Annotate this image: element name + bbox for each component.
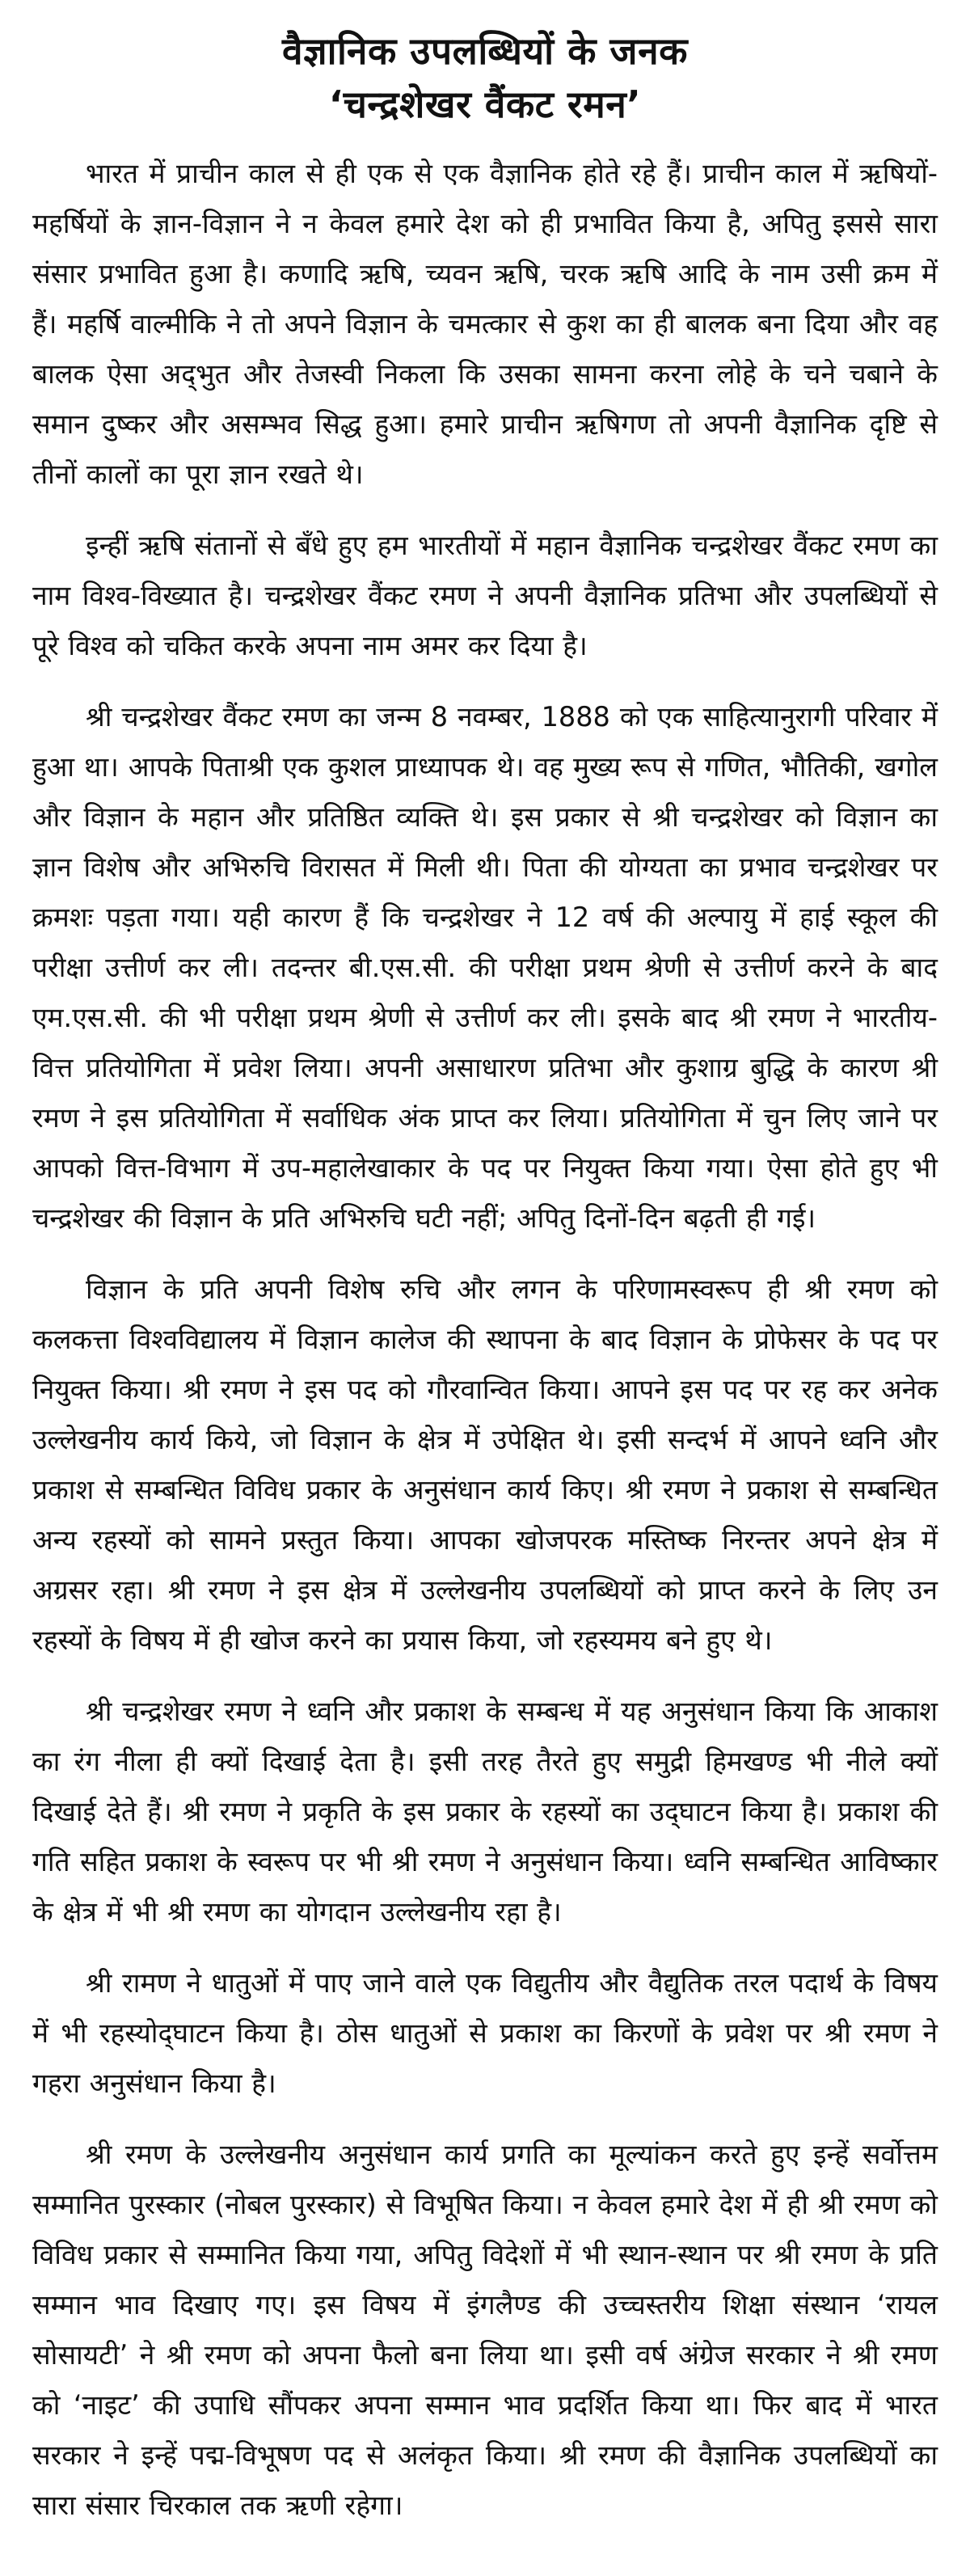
paragraph-4: विज्ञान के प्रति अपनी विशेष रुचि और लगन के परिणामस्वरूप ही श्री रमण को कलकत्ता विश्वविद्यालय में विज्ञान कालेज की स्थापना के बाद विज्ञान के प्रोफेसर के पद पर नियुक्त किया। श्री रमण ने इस पद को गौरवान्वित किया। आपने इस पद पर रह कर अनेक उल्लेखनीय कार्य किये, जो विज्ञान के क्षेत्र में उपेक्षित थे। इसी सन्दर्भ में आपने ध्वनि और प्रकाश से सम्बन्धित विविध प्रकार के अनुसंधान कार्य किए। श्री रमण ने प्रकाश से सम्बन्धित अन्य रहस्यों को सामने प्रस्तुत किया। आपका खोजपरक मस्तिष्क निरन्तर अपने क्षेत्र में अग्रसर रहा। श्री रमण ने इस क्षेत्र में उल्लेखनीय उपलब्धियों को प्राप्त करने के लिए उन रहस्यों के विषय में ही खोज करने का प्रयास किया, जो रहस्यमय बने हुए थे। <box>32 1273 938 1656</box>
paragraph-5: श्री चन्द्रशेखर रमण ने ध्वनि और प्रकाश के सम्बन्ध में यह अनुसंधान किया कि आकाश का रंग नीला ही क्यों दिखाई देता है। इसी तरह तैरते हुए समुद्री हिमखण्ड भी नीले क्यों दिखाई देते हैं। श्री रमण ने प्रकृति के इस प्रकार के रहस्यों का उद्‌घाटन किया है। प्रकाश की गति सहित प्रकाश के स्वरूप पर भी श्री रमण ने अनुसंधान किया। ध्वनि सम्बन्धित आविष्कार के क्षेत्र में भी श्री रमण का योगदान उल्लेखनीय रहा है। <box>32 1696 938 1928</box>
paragraph-1: भारत में प्राचीन काल से ही एक से एक वैज्ञानिक होते रहे हैं। प्राचीन काल में ऋषियों-महर्षियों के ज्ञान-विज्ञान ने न केवल हमारे देश को ही प्रभावित किया है, अपितु इससे सारा संसार प्रभावित हुआ है। कणादि ऋषि, च्यवन ऋषि, चरक ऋषि आदि के नाम उसी क्रम में हैं। महर्षि वाल्मीकि ने तो अपने विज्ञान के चमत्कार से कुश का ही बालक बना दिया और वह बालक ऐसा अद्‌भुत और तेजस्वी निकला कि उसका सामना करना लोहे के चने चबाने के समान दुष्कर और असम्भव सिद्ध हुआ। हमारे प्राचीन ऋषिगण तो अपनी वैज्ञानिक दृष्टि से तीनों कालों का पूरा ज्ञान रखते थे। <box>32 158 938 490</box>
essay-title <box>32 24 938 131</box>
paragraph-2: इन्हीं ऋषि संतानों से बँधे हुए हम भारतीयों में महान वैज्ञानिक चन्द्रशेखर वैंकट रमण का नाम विश्व-विख्यात है। चन्द्रशेखर वैंकट रमण ने अपनी वैज्ञानिक प्रतिभा और उपलब्धियों से पूरे विश्व को चकित करके अपना नाम अमर कर दिया है। <box>32 530 938 661</box>
paragraph-6: श्री रामण ने धातुओं में पाए जाने वाले एक विद्युतीय और वैद्युतिक तरल पदार्थ के विषय में भी रहस्योद्‌घाटन किया है। ठोस धातुओं से प्रकाश का किरणों के प्रवेश पर श्री रमण ने गहरा अनुसंधान किया है। <box>32 1967 938 2099</box>
title-line-1: वैज्ञानिक उपलब्धियों के जनक <box>282 29 688 73</box>
paragraph-3: श्री चन्द्रशेखर वैंकट रमण का जन्म 8 नवम्बर, 1888 को एक साहित्यानुरागी परिवार में हुआ था। आपके पिताश्री एक कुशल प्राध्यापक थे। वह मुख्य रूप से गणित, भौतिकी, खगोल और विज्ञान के महान और प्रतिष्ठित व्यक्ति थे। इस प्रकार से श्री चन्द्रशेखर को विज्ञान का ज्ञान विशेष और अभिरुचि विरासत में मिली थी। पिता की योग्यता का प्रभाव चन्द्रशेखर पर क्रमशः पड़ता गया। यही कारण हैं कि चन्द्रशेखर ने 12 वर्ष की अल्पायु में हाई स्कूल की परीक्षा उत्तीर्ण कर ली। तदन्तर बी.एस.सी. की परीक्षा प्रथम श्रेणी से उत्तीर्ण करने के बाद एम.एस.सी. की भी परीक्षा प्रथम श्रेणी से उत्तीर्ण कर ली। इसके बाद श्री रमण ने भारतीय-वित्त प्रतियोगिता में प्रवेश लिया। अपनी असाधारण प्रतिभा और कुशाग्र बुद्धि के कारण श्री रमण ने इस प्रतियोगिता में सर्वाधिक अंक प्राप्त कर लिया। प्रतियोगिता में चुन लिए जाने पर आपको वित्त-विभाग में उप-महालेखाकार के पद पर नियुक्त किया गया। ऐसा होते हुए भी चन्द्रशेखर की विज्ञान के प्रति अभिरुचि घटी नहीं; अपितु दिनों-दिन बढ़ती ही गई। <box>32 701 938 1234</box>
paragraph-7: श्री रमण के उल्लेखनीय अनुसंधान कार्य प्रगति का मूल्यांकन करते हुए इन्हें सर्वोत्तम सम्मानित पुरस्कार (नोबल पुरस्कार) से विभूषित किया। न केवल हमारे देश में ही श्री रमण को विविध प्रकार से सम्मानित किया गया, अपितु विदेशों में भी स्थान-स्थान पर श्री रमण के प्रति सम्मान भाव दिखाए गए। इस विषय में इंगलैण्ड की उच्चस्तरीय शिक्षा संस्थान ‘रायल सोसायटी’ ने श्री रमण को अपना फैलो बना लिया था। इसी वर्ष अंग्रेज सरकार ने श्री रमण को ‘नाइट’ की उपाधि सौंपकर अपना सम्मान भाव प्रदर्शित किया था। फिर बाद में भारत सरकार ने इन्हें पद्म-विभूषण पद से अलंकृत किया। श्री रमण की वैज्ञानिक उपलब्धियों का सारा संसार चिरकाल तक ऋणी रहेगा। <box>32 2139 938 2521</box>
essay-page <box>32 24 938 2555</box>
title-line-2: ‘चन्द्रशेखर वैंकट रमन’ <box>328 82 642 126</box>
